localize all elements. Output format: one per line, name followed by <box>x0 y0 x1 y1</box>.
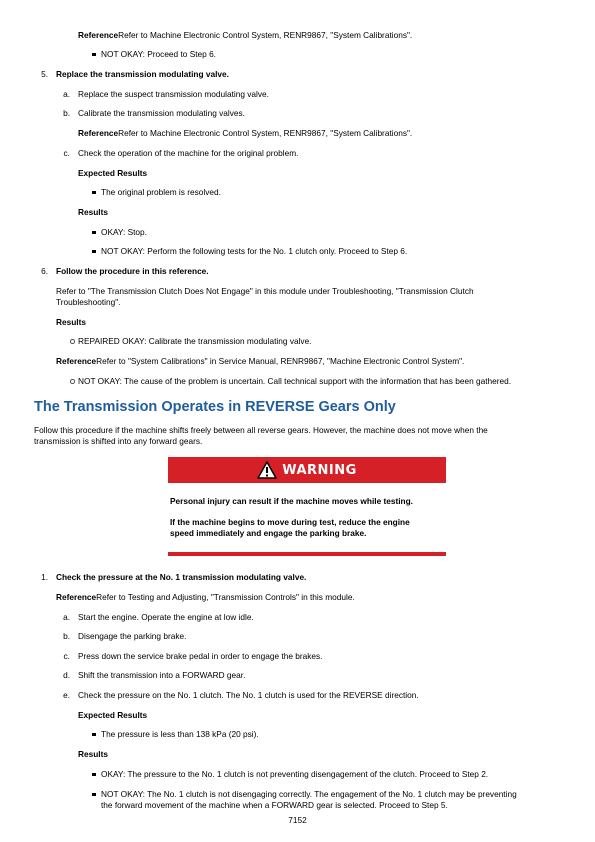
result-okay: OKAY: The pressure to the No. 1 clutch is not preventing disengagement of the clutch. Proceed to Step 2. <box>101 769 489 779</box>
substep-letter: c. <box>63 148 70 158</box>
result-not-okay: NOT OKAY: Perform the following tests for the No. 1 clutch only. Proceed to Step 6. <box>101 246 408 256</box>
reference-line <box>78 30 412 41</box>
expected-results-label: Expected Results <box>78 168 148 178</box>
warning-text: speed immediately and engage the parking brake. <box>170 528 367 538</box>
substep-text: Check the pressure on the No. 1 clutch. The No. 1 clutch is used for the REVERSE direction. <box>78 690 419 700</box>
reference-text: Refer to Machine Electronic Control System, RENR9867, "System Calibrations". <box>118 128 413 138</box>
reference-label: Reference <box>78 30 119 40</box>
result-okay: OKAY: Stop. <box>101 227 147 237</box>
substep-text: Calibrate the transmission modulating valves. <box>78 108 245 118</box>
reference-label: Reference <box>56 356 97 366</box>
result-not-okay: NOT OKAY: The cause of the problem is uncertain. Call technical support with the information that has been gathered. <box>78 376 512 386</box>
substep-text: Disengage the parking brake. <box>78 631 187 641</box>
substep-text: Check the operation of the machine for the original problem. <box>78 148 299 158</box>
reference-label: Reference <box>56 592 97 602</box>
result-not-okay-continued: the forward movement of the machine when a FORWARD gear is selected. Proceed to Step 5. <box>101 800 448 810</box>
paragraph-line: Refer to "The Transmission Clutch Does Not Engage" in this module under Troubleshooting, "Transmission Clutch <box>56 286 474 296</box>
results-label: Results <box>78 207 108 217</box>
warning-triangle-icon <box>257 461 277 479</box>
substep-letter: a. <box>63 612 70 622</box>
expected-result-item: The original problem is resolved. <box>101 187 221 197</box>
step-number: 6. <box>41 266 48 276</box>
substep-letter: b. <box>63 631 70 641</box>
expected-results-label: Expected Results <box>78 710 148 720</box>
substep-letter: e. <box>63 690 70 700</box>
result-not-okay: NOT OKAY: Proceed to Step 6. <box>101 49 216 59</box>
step-title: Follow the procedure in this reference. <box>56 266 209 276</box>
substep-text: Press down the service brake pedal in order to engage the brakes. <box>78 651 323 661</box>
substep-text: Shift the transmission into a FORWARD gear. <box>78 670 246 680</box>
reference-text: Refer to Machine Electronic Control System, RENR9867, "System Calibrations". <box>118 30 413 40</box>
intro-line: transmission is shifted into any forward gears. <box>34 436 203 446</box>
warning-banner <box>168 457 446 483</box>
page-number: 7152 <box>288 815 307 825</box>
reference-line <box>78 128 412 139</box>
warning-text: If the machine begins to move during test, reduce the engine <box>170 517 410 527</box>
substep-letter: b. <box>63 108 70 118</box>
results-label: Results <box>56 317 86 327</box>
result-not-okay: NOT OKAY: The No. 1 clutch is not disengaging correctly. The engagement of the No. 1 clutch may be preventing <box>101 789 517 799</box>
step-number: 1. <box>41 572 48 582</box>
substep-letter: d. <box>63 670 70 680</box>
intro-line: Follow this procedure if the machine shifts freely between all reverse gears. However, the machine does not move when the <box>34 425 488 435</box>
step-number: 5. <box>41 69 48 79</box>
reference-line <box>56 592 355 603</box>
expected-result-item: The pressure is less than 138 kPa (20 psi). <box>101 729 259 739</box>
step-title: Replace the transmission modulating valve. <box>56 69 229 79</box>
reference-line <box>56 356 464 367</box>
substep-letter: c. <box>63 651 70 661</box>
substep-letter: a. <box>63 89 70 99</box>
warning-label: WARNING <box>282 462 357 478</box>
result-repaired: REPAIRED OKAY: Calibrate the transmission modulating valve. <box>78 336 312 346</box>
step-title: Check the pressure at the No. 1 transmission modulating valve. <box>56 572 307 582</box>
reference-text: Refer to Testing and Adjusting, "Transmission Controls" in this module. <box>96 592 355 602</box>
warning-bottom-rule <box>168 552 446 556</box>
results-label: Results <box>78 749 108 759</box>
paragraph-line: Troubleshooting". <box>56 297 121 307</box>
reference-label: Reference <box>78 128 119 138</box>
reference-text: Refer to "System Calibrations" in Service Manual, RENR9867, "Machine Electronic Control System". <box>96 356 465 366</box>
warning-text: Personal injury can result if the machine moves while testing. <box>170 496 413 506</box>
section-heading: The Transmission Operates in REVERSE Gears Only <box>34 399 396 415</box>
substep-text: Start the engine. Operate the engine at low idle. <box>78 612 254 622</box>
substep-text: Replace the suspect transmission modulating valve. <box>78 89 269 99</box>
